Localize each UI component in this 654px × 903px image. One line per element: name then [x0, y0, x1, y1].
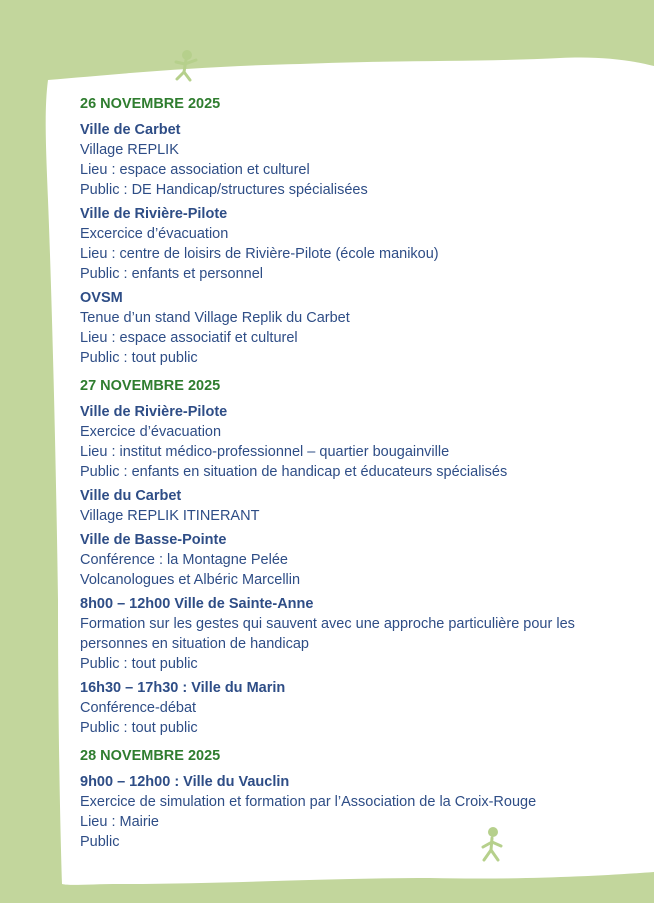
event-line: Exercice d’évacuation — [80, 424, 222, 440]
event-title: Ville de Basse-Pointe — [80, 532, 227, 548]
event-title: Ville de Carbet — [80, 122, 181, 138]
day-date: 26 NOVEMBRE 2025 — [80, 96, 221, 112]
event-line: Village REPLIK — [80, 142, 179, 158]
day-section — [80, 746, 630, 852]
event-line: Public : enfants et personnel — [80, 266, 263, 282]
event-schedule — [80, 94, 630, 856]
event-title: OVSM — [80, 290, 123, 306]
event-block — [80, 530, 630, 590]
event-block — [80, 204, 630, 284]
event-title: 9h00 – 12h00 : Ville du Vauclin — [80, 774, 290, 790]
event-line: Lieu : centre de loisirs de Rivière-Pilote (école manikou) — [80, 246, 439, 262]
event-block — [80, 772, 630, 852]
event-block — [80, 678, 630, 738]
event-title: 8h00 – 12h00 Ville de Sainte-Anne — [80, 596, 314, 612]
event-line: personnes en situation de handicap — [80, 636, 309, 652]
event-title: Ville de Rivière-Pilote — [80, 206, 228, 222]
event-line: Lieu : Mairie — [80, 814, 159, 830]
event-title: Ville de Rivière-Pilote — [80, 404, 228, 420]
event-block — [80, 288, 630, 368]
event-block — [80, 120, 630, 200]
event-title: Ville du Carbet — [80, 488, 182, 504]
event-block — [80, 594, 630, 674]
event-line: Exercice de simulation et formation par l’Association de la Croix-Rouge — [80, 794, 537, 810]
event-line: Public : tout public — [80, 720, 198, 736]
day-date: 28 NOVEMBRE 2025 — [80, 748, 221, 764]
event-line: Public : DE Handicap/structures spécialisées — [80, 182, 368, 198]
day-date: 27 NOVEMBRE 2025 — [80, 378, 221, 394]
child-figure-icon — [168, 48, 204, 84]
event-line: Public : enfants en situation de handicap et éducateurs spécialisés — [80, 464, 508, 480]
event-title: 16h30 – 17h30 : Ville du Marin — [80, 680, 286, 696]
event-line: Conférence : la Montagne Pelée — [80, 552, 288, 568]
event-line: Tenue d’un stand Village Replik du Carbet — [80, 310, 350, 326]
event-line: Lieu : espace associatif et culturel — [80, 330, 298, 346]
event-line: Public : tout public — [80, 656, 198, 672]
event-line: Conférence-débat — [80, 700, 197, 716]
day-section — [80, 94, 630, 368]
event-line: Lieu : espace association et culturel — [80, 162, 310, 178]
event-line: Public — [80, 834, 120, 850]
event-line: Formation sur les gestes qui sauvent avec une approche particulière pour les — [80, 616, 575, 632]
event-line: Excercice d’évacuation — [80, 226, 229, 242]
event-line: Volcanologues et Albéric Marcellin — [80, 572, 301, 588]
event-block — [80, 486, 630, 526]
event-line: Village REPLIK ITINERANT — [80, 508, 260, 524]
event-line: Public : tout public — [80, 350, 198, 366]
day-section — [80, 376, 630, 738]
event-block — [80, 402, 630, 482]
event-line: Lieu : institut médico-professionnel – quartier bougainville — [80, 444, 450, 460]
